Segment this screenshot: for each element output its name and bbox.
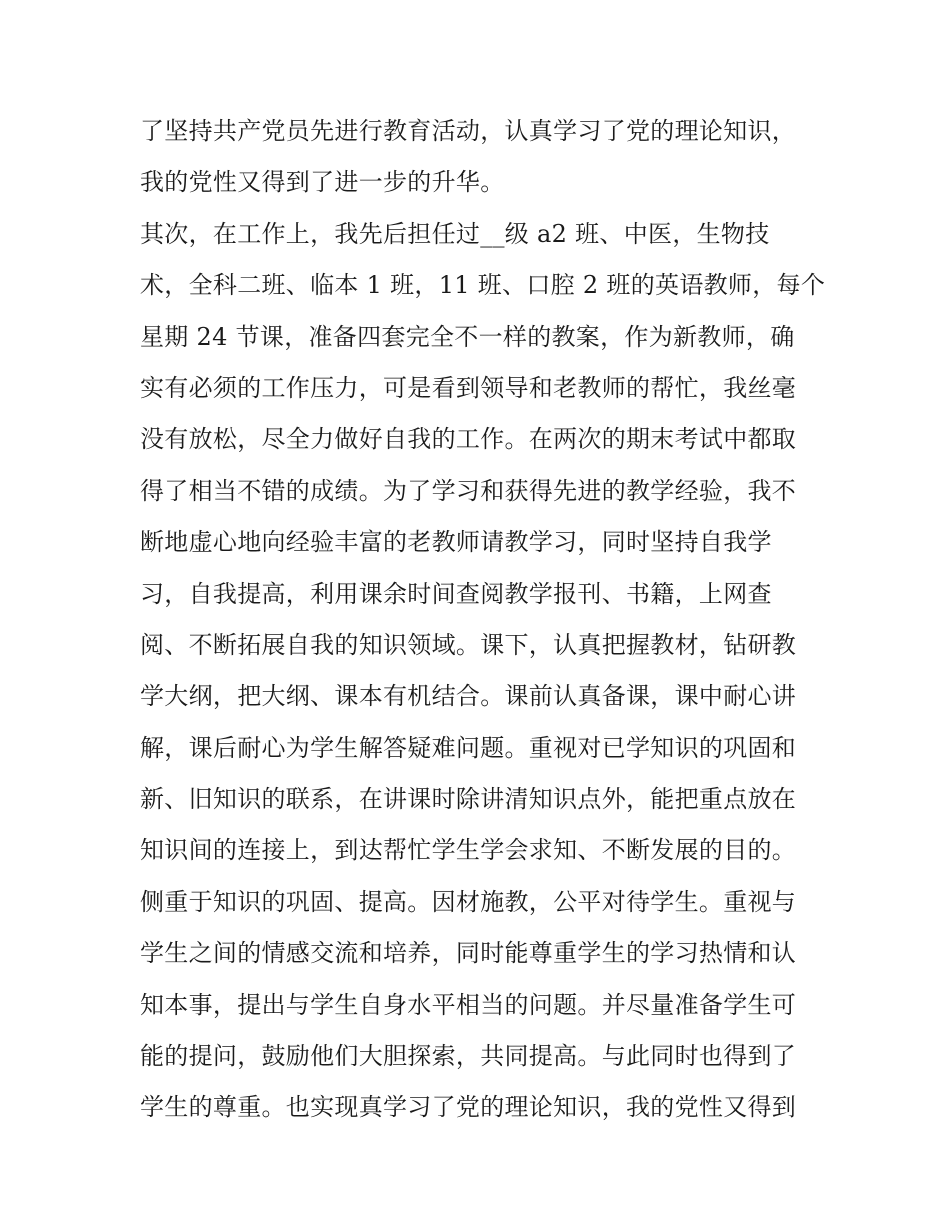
text-line: 知本事，提出与学生自身水平相当的问题。并尽量准备学生可 [140, 990, 797, 1019]
text-line: 解，课后耐心为学生解答疑难问题。重视对已学知识的巩固和 [140, 733, 797, 762]
text-line: 没有放松，尽全力做好自我的工作。在两次的期末考试中都取 [140, 425, 797, 454]
text-line: 知识间的连接上，到达帮忙学生学会求知、不断发展的目的。 [140, 836, 797, 865]
text-line: 学生之间的情感交流和培养，同时能尊重学生的学习热情和认 [140, 939, 797, 968]
text-line: 实有必须的工作压力，可是看到领导和老教师的帮忙，我丝毫 [140, 373, 797, 402]
text-line: 星期 24 节课，准备四套完全不一样的教案，作为新教师，确 [140, 322, 795, 351]
text-line: 阅、不断拓展自我的知识领域。课下，认真把握教材，钻研教 [140, 630, 797, 659]
text-line: 学大纲，把大纲、课本有机结合。课前认真备课，课中耐心讲 [140, 682, 797, 711]
text-line: 了坚持共产党员先进行教育活动，认真学习了党的理论知识， [140, 117, 797, 145]
text-line: 侧重于知识的巩固、提高。因材施教，公平对待学生。重视与 [140, 887, 797, 916]
text-line: 我的党性又得到了进一步的升华。 [140, 168, 505, 197]
text-line: 能的提问，鼓励他们大胆探索，共同提高。与此同时也得到了 [140, 1042, 797, 1071]
text-line: 得了相当不错的成绩。为了学习和获得先进的教学经验，我不 [140, 476, 797, 505]
text-line: 术，全科二班、临本 1 班，11 班、口腔 2 班的英语教师，每个 [140, 271, 826, 300]
text-line: 新、旧知识的联系，在讲课时除讲清知识点外，能把重点放在 [140, 785, 797, 814]
text-line: 学生的尊重。也实现真学习了党的理论知识，我的党性又得到 [140, 1093, 797, 1122]
text-line: 断地虚心地向经验丰富的老教师请教学习，同时坚持自我学 [140, 528, 772, 557]
text-line: 其次，在工作上，我先后担任过__级 a2 班、中医，生物技 [140, 219, 770, 248]
body-text [140, 106, 826, 1134]
text-line: 习，自我提高，利用课余时间查阅教学报刊、书籍，上网查 [140, 579, 772, 608]
